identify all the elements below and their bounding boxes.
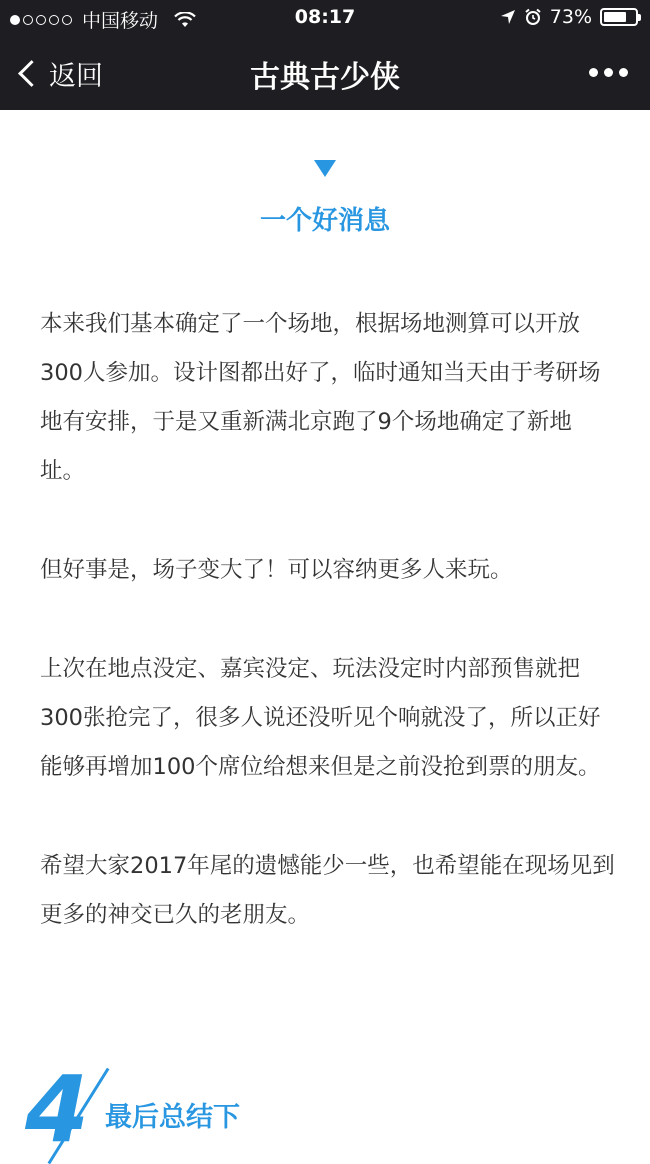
paragraph: 上次在地点没定、嘉宾没定、玩法没定时内部预售就把300张抢完了，很多人说还没听见个响就没了，所以正好能够再增加100个席位给想来但是之前没抢到票的朋友。 bbox=[40, 656, 601, 780]
section-heading: 一个好消息 bbox=[259, 206, 390, 236]
section-header-4 bbox=[25, 1056, 625, 1163]
paragraph: 本来我们基本确定了一个场地，根据场地测算可以开放300人参加。设计图都出好了，临时通知当天由于考研场地有安排，于是又重新满北京跑了9个场地确定了新地址。 bbox=[40, 311, 601, 484]
status-time: 08:17 bbox=[294, 6, 356, 28]
carrier-name: 中国移动 bbox=[82, 10, 159, 32]
back-label: 返回 bbox=[49, 61, 103, 92]
article-body bbox=[40, 300, 615, 990]
paragraph: 希望大家2017年尾的遗憾能少一些，也希望能在现场见到更多的神交已久的老朋友。 bbox=[40, 853, 615, 928]
more-icon[interactable] bbox=[589, 68, 628, 77]
triangle-down-icon bbox=[314, 160, 336, 177]
battery-level bbox=[604, 12, 626, 22]
section-title: 最后总结下 bbox=[105, 1102, 240, 1133]
page-title: 古典古少侠 bbox=[250, 60, 400, 95]
location-icon bbox=[500, 9, 516, 25]
battery-icon bbox=[600, 8, 638, 26]
top-bar bbox=[0, 0, 650, 110]
paragraph: 但好事是，场子变大了！可以容纳更多人来玩。 bbox=[40, 557, 513, 583]
navigation-bar bbox=[0, 36, 650, 110]
alarm-icon bbox=[524, 8, 542, 26]
status-right bbox=[500, 6, 638, 28]
section-number: 4 bbox=[25, 1056, 90, 1163]
status-bar bbox=[0, 0, 650, 36]
battery-percent: 73% bbox=[549, 6, 592, 28]
